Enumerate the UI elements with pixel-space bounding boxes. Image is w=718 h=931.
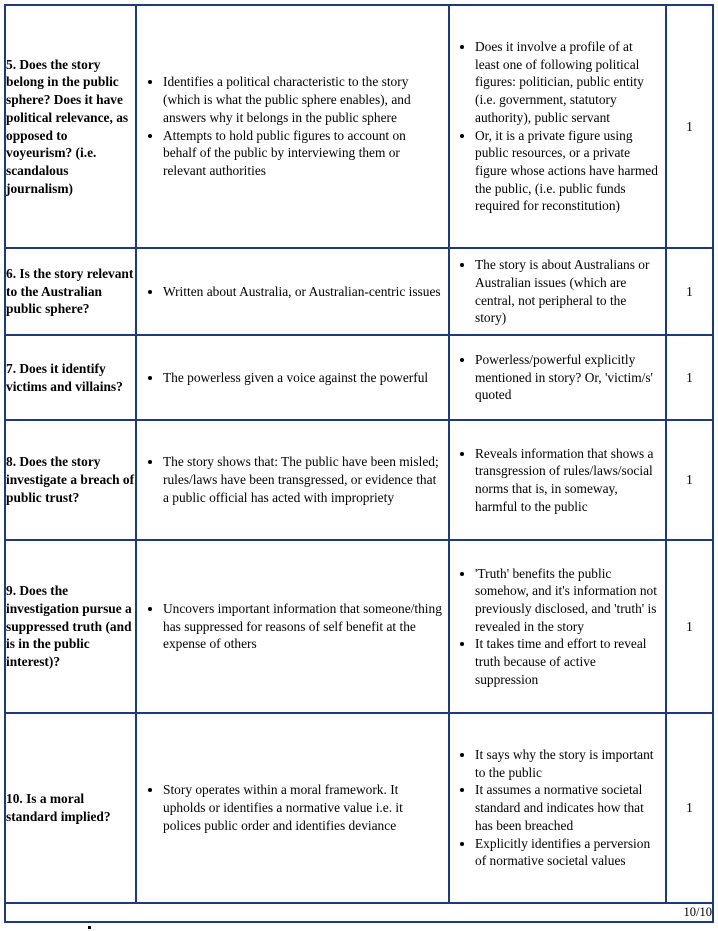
- criteria-item: • Written about Australia, or Australian-centric issues: [163, 283, 442, 301]
- table-row: [5, 248, 713, 335]
- indicator-item: • Or, it is a private figure using public resources, or a private figure whose actions have harmed the public, (i.e. public funds required for reconstitution): [475, 127, 659, 216]
- question-cell: 6. Is the story relevant to the Australian public sphere?: [5, 248, 136, 335]
- criteria-item: • Attempts to hold public figures to account on behalf of the public by interviewing them or relevant authorities: [163, 127, 442, 180]
- question-cell: 8. Does the story investigate a breach of public trust?: [5, 420, 136, 540]
- indicator-item: • It assumes a normative societal standard and indicates how that has been breached: [475, 781, 659, 834]
- score-cell: 1: [666, 420, 713, 540]
- indicator-item: • Powerless/powerful explicitly mentioned in story? Or, 'victim/s' quoted: [475, 351, 659, 404]
- indicator-item: • It takes time and effort to reveal truth because of active suppression: [475, 635, 659, 688]
- question-cell: 10. Is a moral standard implied?: [5, 713, 136, 903]
- table-row: [5, 540, 713, 713]
- criteria-cell: [136, 248, 449, 335]
- indicator-cell: [449, 420, 666, 540]
- score-cell: 1: [666, 540, 713, 713]
- indicator-item: • Explicitly identifies a perversion of normative societal values: [475, 835, 659, 870]
- question-cell: 5. Does the story belong in the public sphere? Does it have political relevance, as opposed to voyeurism? (i.e. scandalous journalism): [5, 5, 136, 248]
- table-row: [5, 420, 713, 540]
- footnote-mark: [88, 926, 91, 929]
- indicator-item: • 'Truth' benefits the public somehow, and it's information not previously disclosed, and 'truth' is revealed in the story: [475, 565, 659, 636]
- evaluation-table: [4, 4, 714, 923]
- indicator-item: • Does it involve a profile of at least one of following political figures: politician, public entity (i.e. government, statutory authority), public servant: [475, 38, 659, 127]
- criteria-cell: [136, 713, 449, 903]
- criteria-cell: [136, 420, 449, 540]
- score-cell: 1: [666, 335, 713, 420]
- question-cell: 7. Does it identify victims and villains?: [5, 335, 136, 420]
- indicator-item: • Reveals information that shows a transgression of rules/laws/social norms that is, in someway, harmful to the public: [475, 445, 659, 516]
- criteria-item: • Story operates within a moral framework. It upholds or identifies a normative value i.e. it polices public order and identifies deviance: [163, 781, 442, 834]
- indicator-cell: [449, 335, 666, 420]
- score-cell: 1: [666, 713, 713, 903]
- indicator-cell: [449, 540, 666, 713]
- score-cell: 1: [666, 5, 713, 248]
- indicator-cell: [449, 248, 666, 335]
- criteria-cell: [136, 540, 449, 713]
- indicator-item: • It says why the story is important to the public: [475, 746, 659, 781]
- indicator-item: • The story is about Australians or Australian issues (which are central, not peripheral to the story): [475, 256, 659, 327]
- table-row: [5, 5, 713, 248]
- indicator-cell: [449, 5, 666, 248]
- criteria-item: • Identifies a political characteristic to the story (which is what the public sphere enables), and answers why it belongs in the public sphere: [163, 73, 442, 126]
- criteria-item: • The powerless given a voice against the powerful: [163, 369, 442, 387]
- score-cell: 1: [666, 248, 713, 335]
- criteria-item: • The story shows that: The public have been misled; rules/laws have been transgressed, or evidence that a public official has acted with impropriety: [163, 453, 442, 506]
- total-row: [5, 903, 713, 922]
- question-cell: 9. Does the investigation pursue a suppressed truth (and is in the public interest)?: [5, 540, 136, 713]
- criteria-cell: [136, 335, 449, 420]
- table-row: [5, 335, 713, 420]
- table-row: [5, 713, 713, 903]
- criteria-cell: [136, 5, 449, 248]
- criteria-item: • Uncovers important information that someone/thing has suppressed for reasons of self benefit at the expense of others: [163, 600, 442, 653]
- indicator-cell: [449, 713, 666, 903]
- total-score: 10/10: [5, 903, 713, 922]
